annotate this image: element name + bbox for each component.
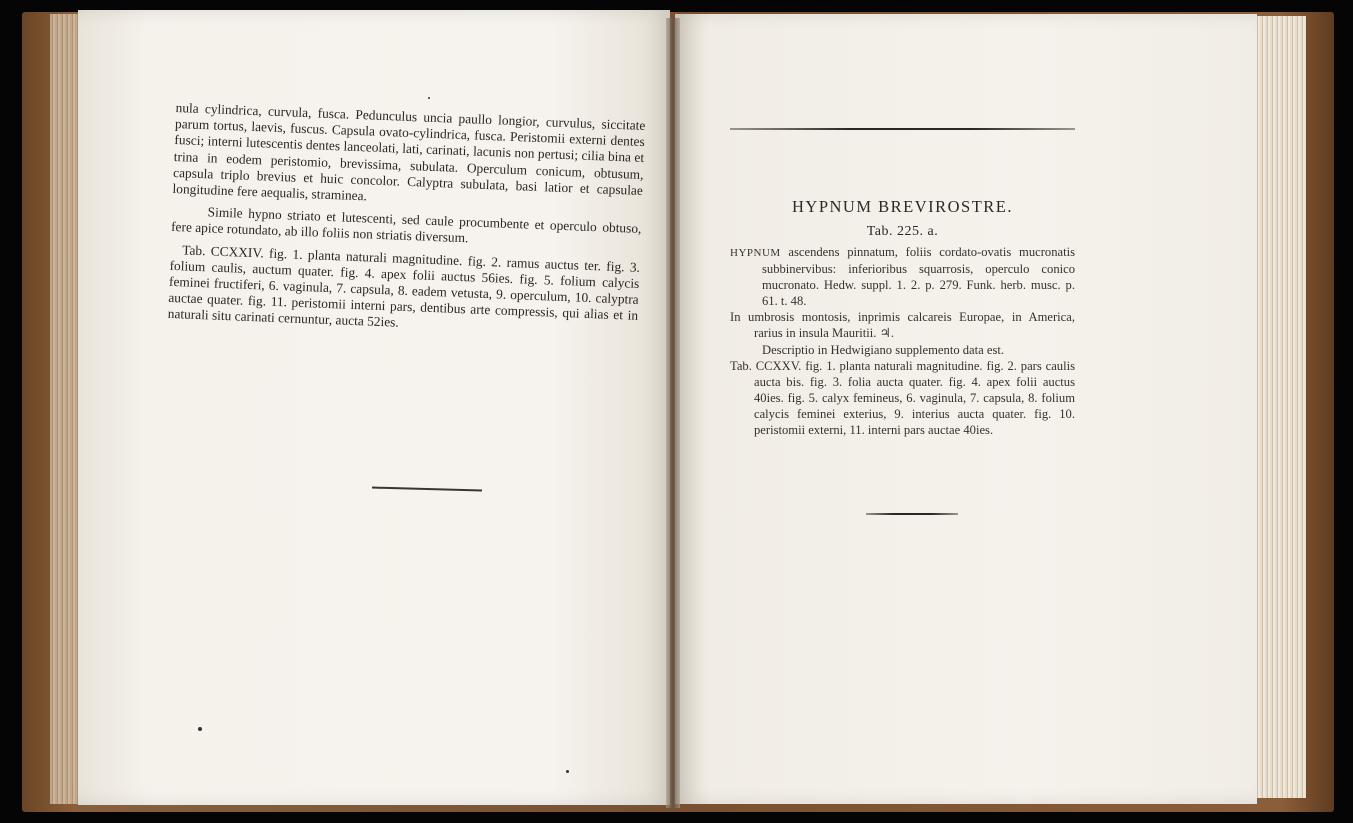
- diagnosis-paragraph: [730, 244, 1075, 309]
- paper-speck: [428, 97, 430, 99]
- diagnosis-text: ascendens pinnatum, foliis cordato-ovatis mucronatis subbinervibus: inferioribus squarrosis, operculo conico mucronato. Hedw. suppl. 1. 2. p. 279. Funk. herb. musc. p. 61. t. 48.: [762, 245, 1075, 309]
- figure-explanation: Tab. CCXXV. fig. 1. planta naturali magnitudine. fig. 2. pars caulis aucta bis. fig. 3. folia aucta quater. fig. 4. apex folii auctus 40ies. fig. 5. calyx femineus, 6. vaginula, 7. capsula, 8. folium calycis feminei exterius, 9. interius aucta quater. fig. 10. peristomii externi, 11. interni pars auctae 40ies.: [730, 358, 1075, 438]
- plate-reference: Tab. 225. a.: [866, 224, 939, 239]
- species-title: HYPNUM BREVIROSTRE.: [791, 197, 1014, 216]
- description-continued: nula cylindrica, curvula, fusca. Pedunculus uncia paullo longior, curvulus, siccitate parum tortus, laevis, fuscus. Capsula ovato-cylindrica, fusca. Peristomii externi dentes fusci; interni lutescentis dentes lanceolati, lati, carinati, lacunis non pertusi; cilia bina et trina in eodem peristomio, brevissima, subulata. Operculum conicum, obtusum, capsula triplo brevius et huic concolor. Calyptra subulata, basi latior et capsulae longitudine fere aequalis, straminea.: [172, 100, 646, 204]
- paper-speck: [198, 727, 202, 731]
- description-note: Descriptio in Hedwigiano supplemento data est.: [762, 342, 1005, 357]
- genus-word: HYPNUM: [730, 247, 781, 259]
- right-page-text: [730, 244, 1075, 438]
- right-page-edges: [1250, 16, 1306, 798]
- end-rule: [866, 513, 958, 515]
- paper-speck: [566, 770, 569, 773]
- plate-explanation: Tab. CCXXIV. fig. 1. planta naturali magnitudine. fig. 2. ramus auctus ter. fig. 3. folium caulis, auctum quater. fig. 4. apex folii auctus 56ies. fig. 5. folium calycis feminei fructiferi, 6. vaginula, 7. capsula, 8. eadem vetusta, 9. operculum, 10. calyptra auctae quater. fig. 11. peristomii interni pars, dentibus arte compressis, qui alias et in naturali situ carinati cernuntur, aucta 52ies.: [167, 241, 641, 331]
- habitat-paragraph: In umbrosis montosis, inprimis calcareis Europae, in America, rarius in insula Mauritii. ♃.: [730, 310, 1075, 341]
- book-gutter: [666, 18, 680, 808]
- comparison-paragraph: Simile hypno striato et lutescenti, sed caule procumbente et operculo obtuso, fere apice rotundato, ab illo foliis non striatis diversum.: [170, 204, 642, 246]
- header-rule: [730, 128, 1075, 130]
- left-page-text: [167, 100, 645, 341]
